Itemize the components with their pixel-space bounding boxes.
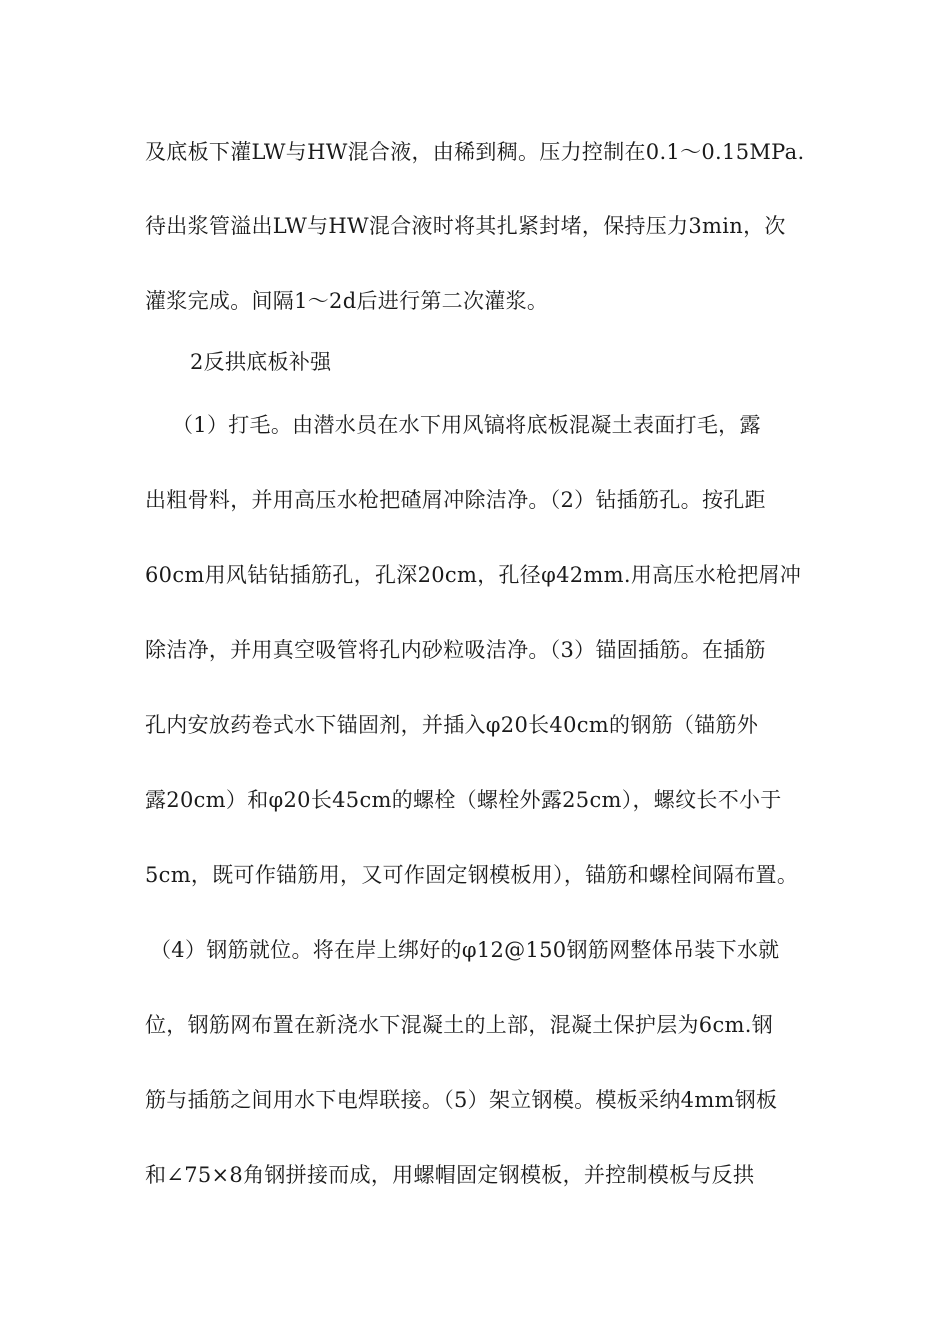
text-line-14: 筋与插筋之间用水下电焊联接。（5）架立钢模。模板采纳4mm钢板 bbox=[145, 1088, 778, 1112]
text-line-11: 5cm，既可作锚筋用，又可作固定钢模板用），锚筋和螺栓间隔布置。 bbox=[145, 863, 799, 887]
text-line-3: 灌浆完成。间隔1～2d后进行第二次灌浆。 bbox=[145, 289, 549, 313]
text-line-12: （4）钢筋就位。将在岸上绑好的φ12@150钢筋网整体吊装下水就 bbox=[150, 938, 780, 962]
text-line-10: 露20cm）和φ20长45cm的螺栓（螺栓外露25cm），螺纹长不小于 bbox=[145, 788, 782, 812]
text-line-8: 除洁净，并用真空吸管将孔内砂粒吸洁净。（3）锚固插筋。在插筋 bbox=[145, 638, 766, 662]
text-line-13: 位，钢筋网布置在新浇水下混凝土的上部，混凝土保护层为6cm.钢 bbox=[145, 1013, 774, 1037]
text-line-6: 出粗骨料，并用高压水枪把碴屑冲除洁净。（2）钻插筋孔。按孔距 bbox=[145, 488, 766, 512]
text-line-15: 和∠75×8角钢拼接而成，用螺帽固定钢模板，并控制模板与反拱 bbox=[145, 1163, 755, 1187]
section-heading: 2反拱底板补强 bbox=[190, 350, 332, 374]
text-line-2: 待出浆管溢出LW与HW混合液时将其扎紧封堵，保持压力3min，次 bbox=[145, 214, 786, 238]
text-line-9: 孔内安放药卷式水下锚固剂，并插入φ20长40cm的钢筋（锚筋外 bbox=[145, 713, 759, 737]
text-line-7: 60cm用风钻钻插筋孔，孔深20cm，孔径φ42mm.用高压水枪把屑冲 bbox=[145, 563, 802, 587]
text-line-5: （1）打毛。由潜水员在水下用风镐将底板混凝土表面打毛，露 bbox=[172, 413, 761, 437]
text-line-1: 及底板下灌LW与HW混合液，由稀到稠。压力控制在0.1～0.15MPa. bbox=[145, 140, 805, 164]
